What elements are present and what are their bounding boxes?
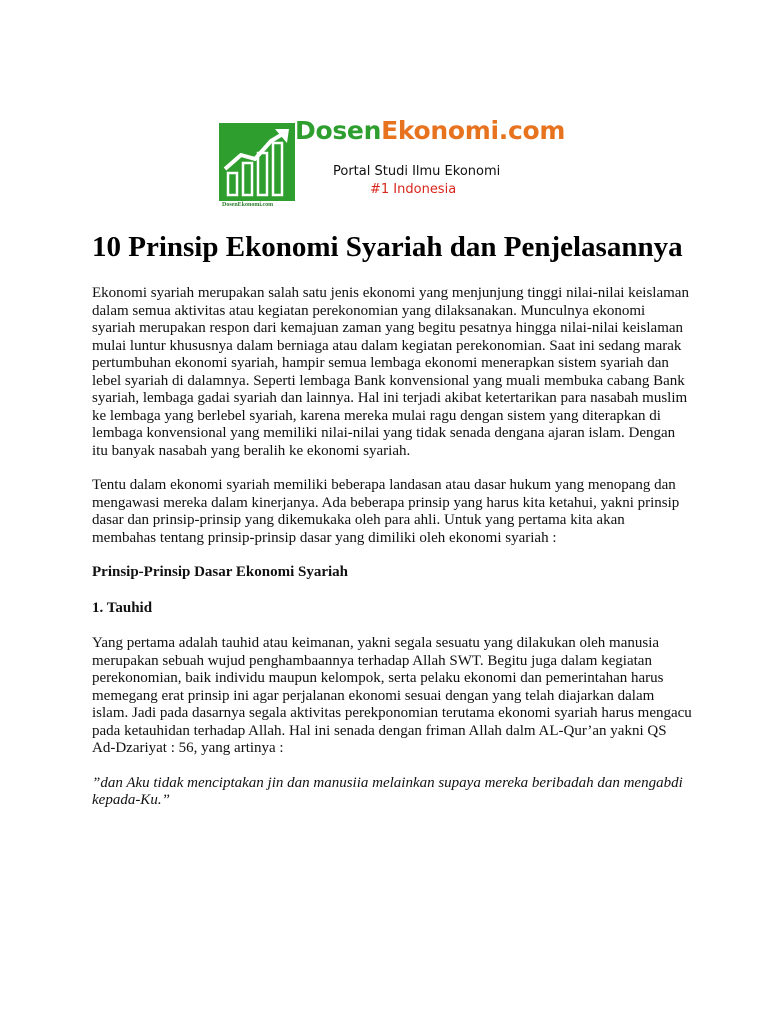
growth-chart-icon <box>219 123 295 209</box>
logo-tagline: Portal Studi Ilmu Ekonomi <box>333 164 501 179</box>
brand-part-2: Ekonomi <box>381 116 499 145</box>
brand-part-3: .com <box>498 116 566 145</box>
logo-rank: #1 Indonesia <box>370 182 457 197</box>
article-body <box>92 231 692 827</box>
site-logo <box>219 116 566 210</box>
logo-brand-name <box>295 116 565 145</box>
logo-small-text: DosenEkonomi.com <box>222 202 274 208</box>
item-heading: 1. Tauhid <box>92 599 153 616</box>
section-heading: Prinsip-Prinsip Dasar Ekonomi Syariah <box>92 564 349 580</box>
intro-paragraph: Ekonomi syariah merupakan salah satu jenis ekonomi yang menjunjung tinggi nilai-nilai keislaman dalam semua aktivitas atau kegiatan perekonomian yang dilaksanakan. Munculnya ekonomi syariah merupakan respon dari kemajuan zaman yang begitu pesatnya hingga nilai-nilai keislaman mulai luntur khususnya dalam berniaga atau dalam kegiatan perekonomian. Saat ini sedang marak pertumbuhan ekonomi syariah, hampir semua lembaga ekonomi menerapkan sistem syariah dan lebel syariah di dalamnya. Seperti lembaga Bank konvensional yang muali membuka cabang Bank syariah, lembaga gadai syariah dan lainnya. Hal ini terjadi akibat ketertarikan para nasabah muslim ke lembaga yang berlebel syariah, karena mereka mulai ragu dengan sistem yang diterapkan di lembaga konvensional yang memiliki nilai-nilai yang tidak senada dengana ajaran islam. Dengan itu banyak nasabah yang beralih ke ekonomi syariah. <box>92 285 689 459</box>
article-title: 10 Prinsip Ekonomi Syariah dan Penjelasannya <box>92 231 683 263</box>
brand-part-1: Dosen <box>295 116 382 145</box>
foundation-paragraph: Tentu dalam ekonomi syariah memiliki beberapa landasan atau dasar hukum yang menopang dan mengawasi mereka dalam kinerjanya. Ada beberapa prinsip yang harus kita ketahui, yakni prinsip dasar dan prinsip-prinsip yang dikemukaka oleh para ahli. Untuk yang pertama kita akan membahas tentang prinsip-prinsip dasar yang dimiliki oleh ekonomi syariah : <box>92 477 680 546</box>
tauhid-paragraph: Yang pertama adalah tauhid atau keimanan, yakni segala sesuatu yang dilakukan oleh manusia merupakan sebuah wujud penghambaannya terhadap Allah SWT. Begitu juga dalam kegiatan perekonomian, baik individu maupun kelompok, serta pelaku ekonomi dan pemerintahan harus memegang erat prinsip ini agar perjalanan ekonomi sesuai dengan yang telah diajarkan dalam islam. Jadi pada dasarnya segala aktivitas perekponomian terutama ekonomi syariah harus mengacu pada ketauhidan terhadap Allah. Hal ini senada dengan friman Allah dalm AL-Qur’an yakni QS Ad-Dzariyat : 56, yang artinya : <box>92 635 692 756</box>
quran-quote: ”dan Aku tidak menciptakan jin dan manusiia melainkan supaya mereka beribadah dan mengabdi kepada-Ku.” <box>92 774 683 808</box>
